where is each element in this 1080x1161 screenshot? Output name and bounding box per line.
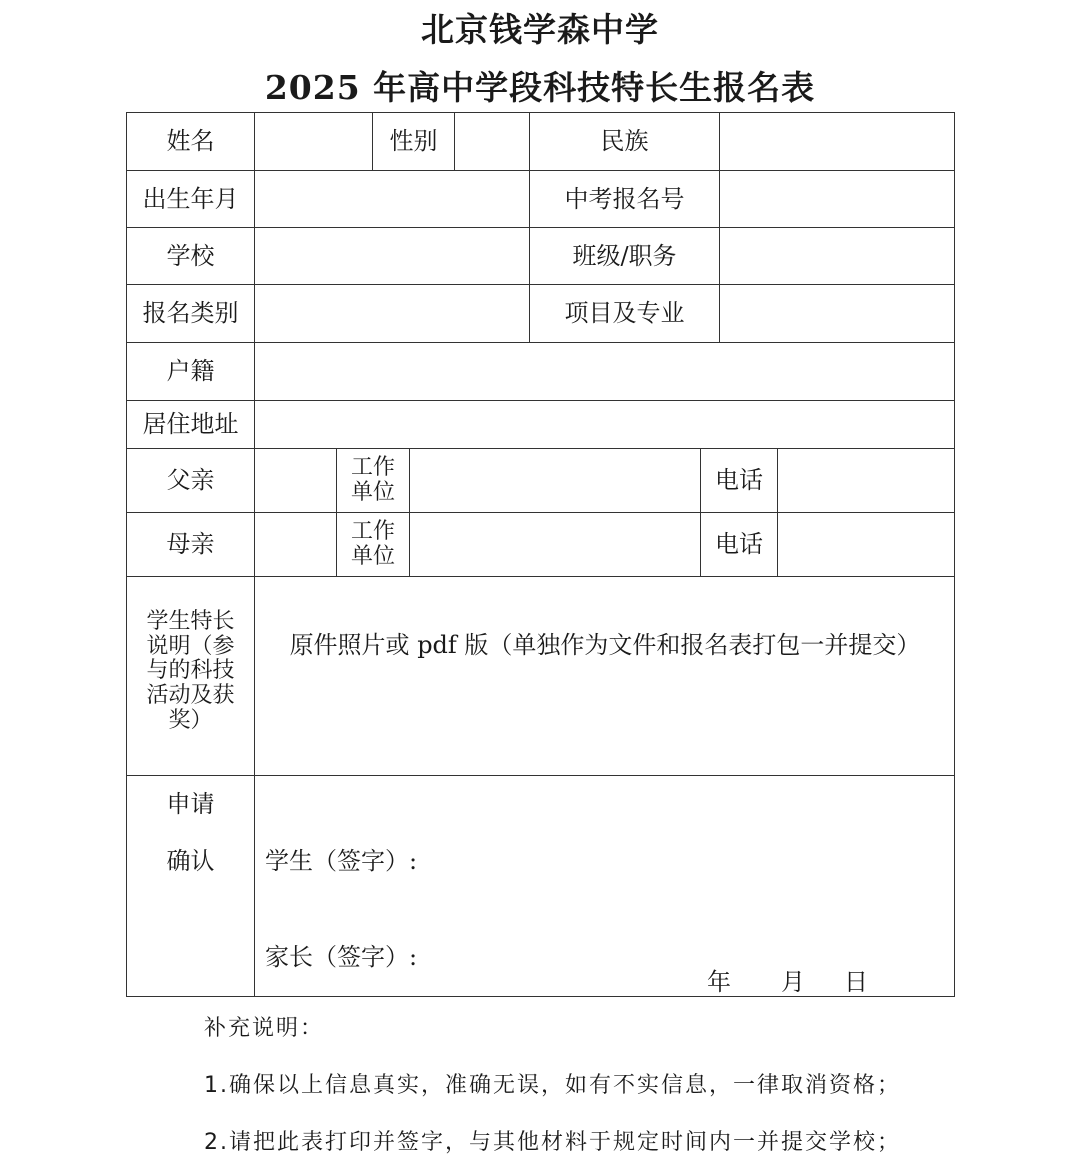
project-major-field[interactable] [720, 285, 955, 342]
form-title: 2025 年高中学段科技特长生报名表 [264, 68, 816, 107]
father-phone-label: 电话 [715, 466, 763, 495]
category-field[interactable] [255, 285, 529, 342]
work-label-line1: 工作 [350, 454, 395, 480]
class-position-field[interactable] [720, 228, 955, 284]
mother-work-field[interactable] [410, 513, 700, 576]
confirm-label-line1: 申请 [166, 789, 215, 818]
father-work-label [337, 449, 409, 512]
gender-label: 性别 [389, 127, 438, 156]
student-signature-field[interactable]: 学生（签字）: [265, 846, 418, 875]
exam-number-field[interactable] [720, 171, 955, 227]
address-field[interactable] [255, 401, 955, 448]
registration-form [126, 112, 955, 997]
note-item-1: 1.确保以上信息真实，准确无误，如有不实信息，一律取消资格； [204, 1073, 901, 1098]
date-day: 日 [844, 967, 868, 996]
mother-phone-field[interactable] [778, 513, 955, 576]
mother-label: 母亲 [166, 530, 215, 559]
name-label: 姓名 [166, 127, 215, 156]
ethnicity-label: 民族 [600, 127, 649, 156]
parent-signature-field[interactable]: 家长（签字）: [265, 942, 418, 971]
birth-label: 出生年月 [142, 184, 239, 213]
work-label-line1: 工作 [350, 518, 395, 544]
specialty-label [127, 610, 254, 740]
specialty-label-line4: 活动及获 [146, 682, 235, 708]
gender-field[interactable] [455, 113, 529, 170]
work-label-line2: 单位 [350, 543, 395, 569]
specialty-field[interactable] [255, 577, 955, 775]
hukou-label: 户籍 [166, 357, 215, 386]
father-label: 父亲 [166, 466, 215, 495]
category-label: 报名类别 [142, 299, 239, 328]
project-major-label: 项目及专业 [564, 299, 685, 328]
father-name-field[interactable] [255, 449, 336, 512]
mother-name-field[interactable] [255, 513, 336, 576]
work-label-line2: 单位 [350, 479, 395, 505]
mother-phone-label: 电话 [715, 530, 763, 559]
name-field[interactable] [255, 113, 372, 170]
mother-work-label [337, 513, 409, 576]
note-item-2: 2.请把此表打印并签字，与其他材料于规定时间内一并提交学校； [204, 1130, 901, 1155]
specialty-label-line3: 与的科技 [146, 658, 235, 684]
class-position-label: 班级/职务 [572, 241, 677, 270]
school-label: 学校 [166, 241, 215, 270]
address-label: 居住地址 [142, 410, 239, 439]
specialty-label-line5: 奖） [168, 707, 213, 733]
hukou-field[interactable] [255, 343, 955, 400]
confirm-label-line2: 确认 [166, 846, 215, 875]
specialty-hint: 原件照片或 pdf 版（单独作为文件和报名表打包一并提交） [289, 631, 921, 659]
school-title: 北京钱学森中学 [421, 10, 659, 49]
ethnicity-field[interactable] [720, 113, 955, 170]
date-month: 月 [781, 967, 805, 996]
specialty-label-line1: 学生特长 [146, 609, 235, 634]
birth-field[interactable] [255, 171, 529, 227]
school-field[interactable] [255, 228, 529, 284]
father-phone-field[interactable] [778, 449, 955, 512]
exam-number-label: 中考报名号 [564, 184, 685, 213]
notes-title: 补充说明： [204, 1016, 325, 1041]
specialty-label-line2: 说明（参 [146, 633, 235, 659]
father-work-field[interactable] [410, 449, 700, 512]
date-year: 年 [707, 967, 731, 996]
